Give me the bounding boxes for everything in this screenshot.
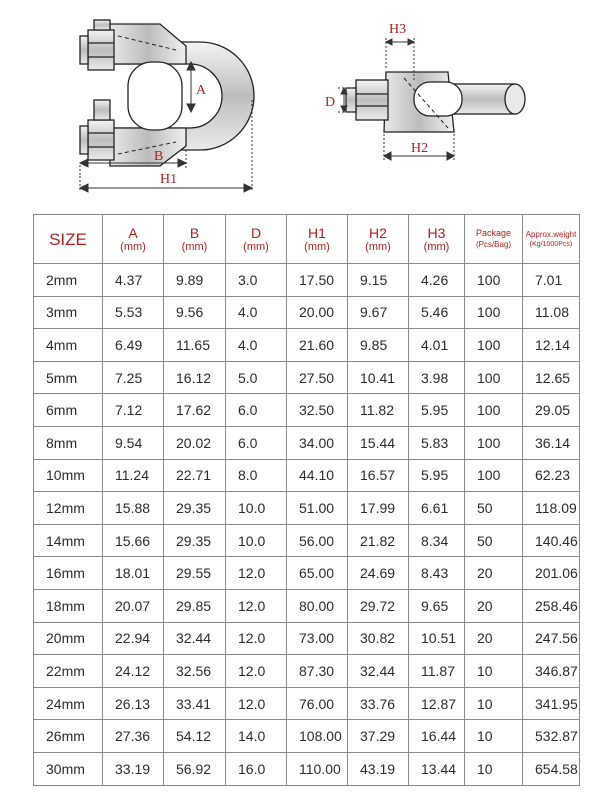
- cell-h1: 32.50: [287, 394, 348, 427]
- cell-b: 56.92: [164, 752, 226, 785]
- cell-d: 8.0: [226, 459, 287, 492]
- cell-a: 27.36: [103, 720, 164, 753]
- cell-size: 18mm: [34, 589, 103, 622]
- cell-b: 11.65: [164, 329, 226, 362]
- cell-h1: 51.00: [287, 492, 348, 525]
- header-weight-label: Approx.weight: [525, 229, 577, 239]
- cell-h1: 27.50: [287, 361, 348, 394]
- cell-h2: 29.72: [348, 589, 409, 622]
- table-row: [34, 557, 580, 590]
- table-row: [34, 296, 580, 329]
- cell-a: 26.13: [103, 687, 164, 720]
- saddle-bottom: [110, 128, 186, 166]
- table-row: [34, 492, 580, 525]
- cell-h3: 8.34: [409, 524, 465, 557]
- cell-package: 100: [465, 296, 523, 329]
- spec-table-body: [34, 264, 580, 786]
- cell-h2: 9.85: [348, 329, 409, 362]
- cell-b: 17.62: [164, 394, 226, 427]
- front-view: [80, 20, 254, 166]
- table-row: [34, 459, 580, 492]
- cell-d: 12.0: [226, 655, 287, 688]
- cell-a: 7.12: [103, 394, 164, 427]
- cell-package: 10: [465, 720, 523, 753]
- cell-size: 20mm: [34, 622, 103, 655]
- cell-h2: 9.15: [348, 264, 409, 297]
- cell-h3: 12.87: [409, 687, 465, 720]
- cell-size: 22mm: [34, 655, 103, 688]
- header-b: [164, 215, 226, 264]
- saddle-top: [110, 24, 186, 64]
- cell-a: 9.54: [103, 426, 164, 459]
- cell-h1: 110.00: [287, 752, 348, 785]
- cell-package: 20: [465, 557, 523, 590]
- cell-h2: 16.57: [348, 459, 409, 492]
- cell-h1: 76.00: [287, 687, 348, 720]
- cell-h3: 4.26: [409, 264, 465, 297]
- cell-package: 100: [465, 361, 523, 394]
- cell-h2: 15.44: [348, 426, 409, 459]
- cell-d: 5.0: [226, 361, 287, 394]
- cell-b: 32.56: [164, 655, 226, 688]
- cell-weight: 346.87: [523, 655, 580, 688]
- cell-weight: 118.09: [523, 492, 580, 525]
- header-package-label: Package: [475, 228, 512, 238]
- header-h3: [409, 215, 465, 264]
- cell-weight: 201.06: [523, 557, 580, 590]
- header-a: [103, 215, 164, 264]
- cell-size: 8mm: [34, 426, 103, 459]
- cell-a: 20.07: [103, 589, 164, 622]
- header-h3-label: H3: [427, 224, 446, 241]
- cell-size: 30mm: [34, 752, 103, 785]
- header-size: [34, 215, 103, 264]
- header-h2: [348, 215, 409, 264]
- cell-weight: 36.14: [523, 426, 580, 459]
- header-size-label: SIZE: [49, 229, 87, 249]
- cell-a: 33.19: [103, 752, 164, 785]
- label-h1: H1: [160, 172, 178, 187]
- cell-weight: 7.01: [523, 264, 580, 297]
- table-row: [34, 589, 580, 622]
- cell-package: 50: [465, 492, 523, 525]
- cell-d: 4.0: [226, 296, 287, 329]
- cell-h2: 32.44: [348, 655, 409, 688]
- header-weight: [523, 215, 580, 264]
- cell-a: 7.25: [103, 361, 164, 394]
- cell-size: 4mm: [34, 329, 103, 362]
- cell-h2: 30.82: [348, 622, 409, 655]
- cell-d: 10.0: [226, 524, 287, 557]
- cell-a: 11.24: [103, 459, 164, 492]
- label-b: B: [154, 149, 164, 164]
- cell-h1: 34.00: [287, 426, 348, 459]
- cell-a: 4.37: [103, 264, 164, 297]
- cell-h3: 5.46: [409, 296, 465, 329]
- cell-package: 20: [465, 622, 523, 655]
- cell-b: 16.12: [164, 361, 226, 394]
- cell-h3: 5.83: [409, 426, 465, 459]
- header-a-label: A: [128, 224, 138, 241]
- cell-h3: 3.98: [409, 361, 465, 394]
- label-h2: H2: [411, 141, 429, 156]
- cell-h1: 44.10: [287, 459, 348, 492]
- table-row: [34, 329, 580, 362]
- cell-h3: 5.95: [409, 459, 465, 492]
- cell-h1: 17.50: [287, 264, 348, 297]
- cell-weight: 140.46: [523, 524, 580, 557]
- cell-h1: 56.00: [287, 524, 348, 557]
- cell-size: 16mm: [34, 557, 103, 590]
- table-row: [34, 264, 580, 297]
- cell-d: 12.0: [226, 557, 287, 590]
- cell-d: 10.0: [226, 492, 287, 525]
- cell-size: 6mm: [34, 394, 103, 427]
- cell-d: 16.0: [226, 752, 287, 785]
- header-h2-label: H2: [369, 224, 387, 241]
- spec-table-header: [34, 215, 580, 264]
- header-b-label: B: [189, 224, 200, 241]
- header-d-unit: (mm): [243, 240, 269, 253]
- cell-h1: 87.30: [287, 655, 348, 688]
- cell-b: 29.35: [164, 524, 226, 557]
- cell-h1: 80.00: [287, 589, 348, 622]
- cell-h2: 43.19: [348, 752, 409, 785]
- nut-top: [88, 30, 114, 70]
- cell-size: 3mm: [34, 296, 103, 329]
- cell-h3: 16.44: [409, 720, 465, 753]
- cell-size: 12mm: [34, 492, 103, 525]
- cell-h3: 6.61: [409, 492, 465, 525]
- cell-weight: 532.87: [523, 720, 580, 753]
- cell-b: 9.89: [164, 264, 226, 297]
- header-h3-unit: (mm): [423, 240, 450, 253]
- cell-h2: 33.76: [348, 687, 409, 720]
- cell-package: 10: [465, 655, 523, 688]
- cell-size: 24mm: [34, 687, 103, 720]
- table-row: [34, 361, 580, 394]
- cell-size: 14mm: [34, 524, 103, 557]
- cell-b: 32.44: [164, 622, 226, 655]
- cell-size: 10mm: [34, 459, 103, 492]
- header-h2-unit: (mm): [365, 240, 391, 253]
- table-row: [34, 687, 580, 720]
- cell-a: 15.66: [103, 524, 164, 557]
- cell-a: 18.01: [103, 557, 164, 590]
- cell-h2: 21.82: [348, 524, 409, 557]
- table-row: [34, 622, 580, 655]
- cell-h2: 9.67: [348, 296, 409, 329]
- cell-h3: 13.44: [409, 752, 465, 785]
- cell-h3: 10.51: [409, 622, 465, 655]
- cell-weight: 12.65: [523, 361, 580, 394]
- label-a: A: [196, 83, 207, 98]
- cell-d: 12.0: [226, 589, 287, 622]
- label-h3: H3: [389, 22, 407, 37]
- cell-d: 3.0: [226, 264, 287, 297]
- cell-d: 12.0: [226, 687, 287, 720]
- cell-h1: 65.00: [287, 557, 348, 590]
- cell-h3: 11.87: [409, 655, 465, 688]
- header-h1: [287, 215, 348, 264]
- nut-bottom: [88, 120, 114, 160]
- cell-weight: 341.95: [523, 687, 580, 720]
- header-weight-unit: (Kg/1000Pcs): [529, 240, 573, 248]
- cell-b: 22.71: [164, 459, 226, 492]
- table-row: [34, 655, 580, 688]
- wire-rope-clip-drawing: [0, 0, 610, 210]
- cell-weight: 29.05: [523, 394, 580, 427]
- cell-size: 2mm: [34, 264, 103, 297]
- label-d: D: [325, 95, 336, 110]
- cell-b: 29.35: [164, 492, 226, 525]
- cell-weight: 654.58: [523, 752, 580, 785]
- header-d: [226, 215, 287, 264]
- cell-package: 50: [465, 524, 523, 557]
- cell-h2: 24.69: [348, 557, 409, 590]
- cell-package: 10: [465, 687, 523, 720]
- cell-package: 100: [465, 394, 523, 427]
- side-view: [346, 72, 525, 132]
- cell-h2: 11.82: [348, 394, 409, 427]
- cell-size: 5mm: [34, 361, 103, 394]
- cell-a: 15.88: [103, 492, 164, 525]
- cell-package: 100: [465, 264, 523, 297]
- spec-table: [33, 214, 580, 786]
- cell-b: 9.56: [164, 296, 226, 329]
- table-row: [34, 394, 580, 427]
- cell-h3: 5.95: [409, 394, 465, 427]
- cell-package: 100: [465, 426, 523, 459]
- cell-h1: 21.60: [287, 329, 348, 362]
- cell-weight: 62.23: [523, 459, 580, 492]
- cell-h3: 4.01: [409, 329, 465, 362]
- cell-package: 100: [465, 329, 523, 362]
- cell-b: 29.85: [164, 589, 226, 622]
- cell-size: 26mm: [34, 720, 103, 753]
- cell-weight: 247.56: [523, 622, 580, 655]
- cell-h3: 9.65: [409, 589, 465, 622]
- cell-h2: 10.41: [348, 361, 409, 394]
- cell-b: 54.12: [164, 720, 226, 753]
- cell-d: 4.0: [226, 329, 287, 362]
- header-package-unit: (Pcs/Bag): [475, 240, 512, 249]
- cell-h2: 17.99: [348, 492, 409, 525]
- cell-h1: 20.00: [287, 296, 348, 329]
- cell-a: 22.94: [103, 622, 164, 655]
- cell-a: 6.49: [103, 329, 164, 362]
- table-row: [34, 426, 580, 459]
- header-b-unit: (mm): [181, 240, 208, 253]
- header-a-unit: (mm): [120, 240, 146, 253]
- side-nut: [356, 80, 388, 120]
- cell-h2: 37.29: [348, 720, 409, 753]
- header-d-label: D: [250, 224, 262, 241]
- cell-weight: 11.08: [523, 296, 580, 329]
- cell-d: 12.0: [226, 622, 287, 655]
- cell-h1: 73.00: [287, 622, 348, 655]
- header-h1-unit: (mm): [304, 240, 330, 253]
- table-row: [34, 752, 580, 785]
- cell-a: 24.12: [103, 655, 164, 688]
- cell-b: 33.41: [164, 687, 226, 720]
- cell-d: 6.0: [226, 426, 287, 459]
- cell-package: 10: [465, 752, 523, 785]
- table-row: [34, 720, 580, 753]
- cell-h1: 108.00: [287, 720, 348, 753]
- cell-h3: 8.43: [409, 557, 465, 590]
- cell-package: 100: [465, 459, 523, 492]
- cell-a: 5.53: [103, 296, 164, 329]
- table-row: [34, 524, 580, 557]
- clip-opening: [128, 62, 182, 130]
- header-h1-label: H1: [308, 224, 326, 241]
- cell-weight: 258.46: [523, 589, 580, 622]
- cell-d: 14.0: [226, 720, 287, 753]
- cell-package: 20: [465, 589, 523, 622]
- cell-d: 6.0: [226, 394, 287, 427]
- header-package: [465, 215, 523, 264]
- cell-b: 20.02: [164, 426, 226, 459]
- cell-weight: 12.14: [523, 329, 580, 362]
- cell-b: 29.55: [164, 557, 226, 590]
